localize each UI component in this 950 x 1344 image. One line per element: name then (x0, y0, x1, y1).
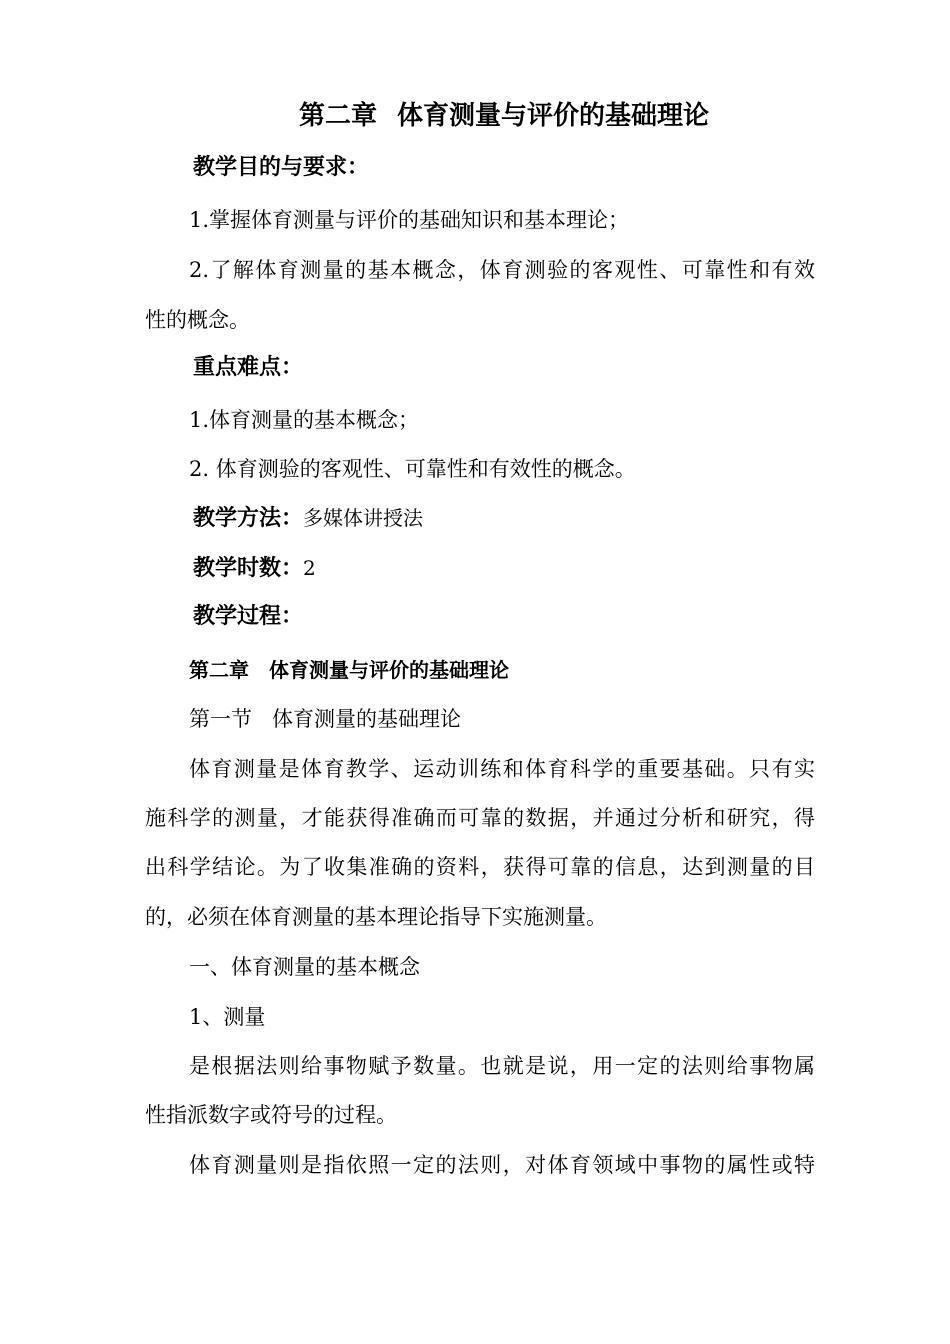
item-1: 1、测量 (189, 1005, 266, 1029)
chapter-text: 体育测量与评价的基础理论 (269, 658, 509, 682)
para1-line-3: 出科学结论。为了收集准确的资料，获得可靠的信息，达到测量的目 (145, 855, 815, 879)
para2-line-2: 性指派数字或符号的过程。 (145, 1103, 397, 1127)
title-text: 体育测量与评价的基础理论 (397, 101, 710, 131)
hours-label: 教学时数： (193, 556, 304, 581)
para1-line-2: 施科学的测量，才能获得准确而可靠的数据，并通过分析和研究，得 (145, 806, 815, 830)
subsection-1: 一、体育测量的基本概念 (189, 955, 420, 979)
keypoint-2: 2. 体育测验的客观性、可靠性和有效性的概念。 (189, 457, 636, 481)
chapter-label: 第二章 (189, 658, 249, 682)
para1-line-1: 体育测量是体育教学、运动训练和体育科学的重要基础。只有实 (189, 757, 815, 781)
objectives-heading: 教学目的与要求： (193, 155, 370, 180)
section-text: 体育测量的基础理论 (272, 707, 461, 731)
hours-row (193, 554, 316, 583)
method-value: 多媒体讲授法 (303, 506, 424, 530)
objective-2-line-1: 2.了解体育测量的基本概念，体育测验的客观性、可靠性和有效 (189, 258, 815, 282)
hours-value: 2 (303, 556, 316, 580)
section-heading (189, 705, 461, 733)
para1-line-4: 的，必须在体育测量的基本理论指导下实施测量。 (145, 905, 607, 929)
page-title (0, 100, 950, 132)
section-label: 第一节 (189, 707, 252, 731)
title-chapter: 第二章 (298, 101, 377, 131)
para2-line-1: 是根据法则给事物赋予数量。也就是说，用一定的法则给事物属 (189, 1054, 815, 1078)
method-row (193, 504, 423, 533)
objective-1: 1.掌握体育测量与评价的基础知识和基本理论； (189, 208, 630, 232)
process-heading: 教学过程： (193, 604, 304, 629)
method-label: 教学方法： (193, 506, 304, 531)
para3-line-1: 体育测量则是指依照一定的法则，对体育领域中事物的属性或特 (189, 1153, 815, 1177)
objective-2-line-2: 性的概念。 (145, 308, 250, 332)
keypoint-1: 1.体育测量的基本概念； (189, 408, 420, 432)
chapter-heading (189, 656, 509, 684)
keypoints-heading: 重点难点： (193, 355, 304, 380)
